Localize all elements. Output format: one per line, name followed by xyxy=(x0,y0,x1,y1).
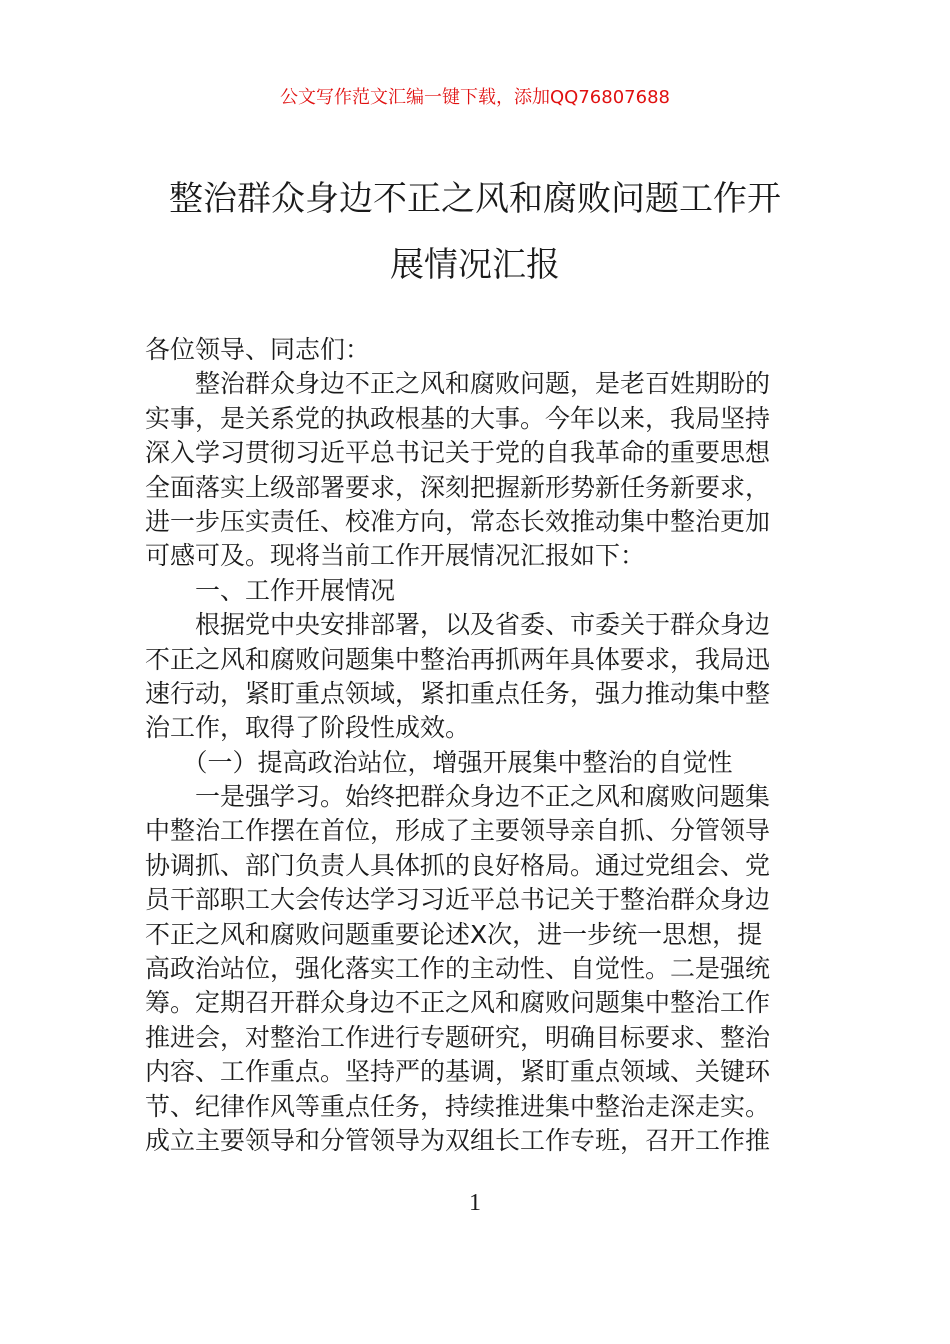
body-line: 不正之风和腐败问题重要论述X次，进一步统一思想，提 xyxy=(145,919,763,949)
body-line: 整治群众身边不正之风和腐败问题，是老百姓期盼的 xyxy=(145,369,771,399)
body-line: 一是强学习。始终把群众身边不正之风和腐败问题集 xyxy=(145,782,771,812)
body-line: 进一步压实责任、校准方向，常态长效推动集中整治更加 xyxy=(145,506,771,536)
body-line: 可感可及。现将当前工作开展情况汇报如下： xyxy=(145,541,646,571)
body-line: 全面落实上级部署要求，深刻把握新形势新任务新要求， xyxy=(145,472,771,502)
body-line: 不正之风和腐败问题集中整治再抓两年具体要求，我局迅 xyxy=(145,644,771,674)
body-line: 治工作，取得了阶段性成效。 xyxy=(145,713,471,743)
body-line: 实事，是关系党的执政根基的大事。今年以来，我局坚持 xyxy=(145,403,771,433)
salutation: 各位领导、同志们： xyxy=(145,335,371,364)
title-line-2: 展情况汇报 xyxy=(390,245,560,285)
section-heading: 一、工作开展情况 xyxy=(145,575,396,605)
body-line: 中整治工作摆在首位，形成了主要领导亲自抓、分管领导 xyxy=(145,816,771,846)
body-line: 成立主要领导和分管领导为双组长工作专班，召开工作推 xyxy=(145,1125,771,1155)
body-line: 员干部职工大会传达学习习近平总书记关于整治群众身边 xyxy=(145,885,771,915)
subsection-heading: （一）提高政治站位，增强开展集中整治的自觉性 xyxy=(145,747,733,777)
body-line: 高政治站位，强化落实工作的主动性、自觉性。二是强统 xyxy=(145,954,771,984)
body-line: 推进会，对整治工作进行专题研究，明确目标要求、整治 xyxy=(145,1022,771,1052)
download-notice: 公文写作范文汇编一键下载，添加QQ76807688 xyxy=(280,87,670,108)
body-line: 速行动，紧盯重点领域，紧扣重点任务，强力推动集中整 xyxy=(145,678,771,708)
body-line: 筹。定期召开群众身边不正之风和腐败问题集中整治工作 xyxy=(145,988,771,1018)
title-line-1: 整治群众身边不正之风和腐败问题工作开 xyxy=(169,179,781,219)
body-line: 根据党中央安排部署，以及省委、市委关于群众身边 xyxy=(145,610,771,640)
body-line: 节、纪律作风等重点任务，持续推进集中整治走深走实。 xyxy=(145,1091,771,1121)
document-body xyxy=(145,333,811,1158)
body-line: 内容、工作重点。坚持严的基调，紧盯重点领域、关键环 xyxy=(145,1057,771,1087)
body-line: 协调抓、部门负责人具体抓的良好格局。通过党组会、党 xyxy=(145,850,771,880)
body-line: 深入学习贯彻习近平总书记关于党的自我革命的重要思想 xyxy=(145,438,771,468)
page-number: 1 xyxy=(469,1190,481,1216)
document-title xyxy=(145,166,805,298)
